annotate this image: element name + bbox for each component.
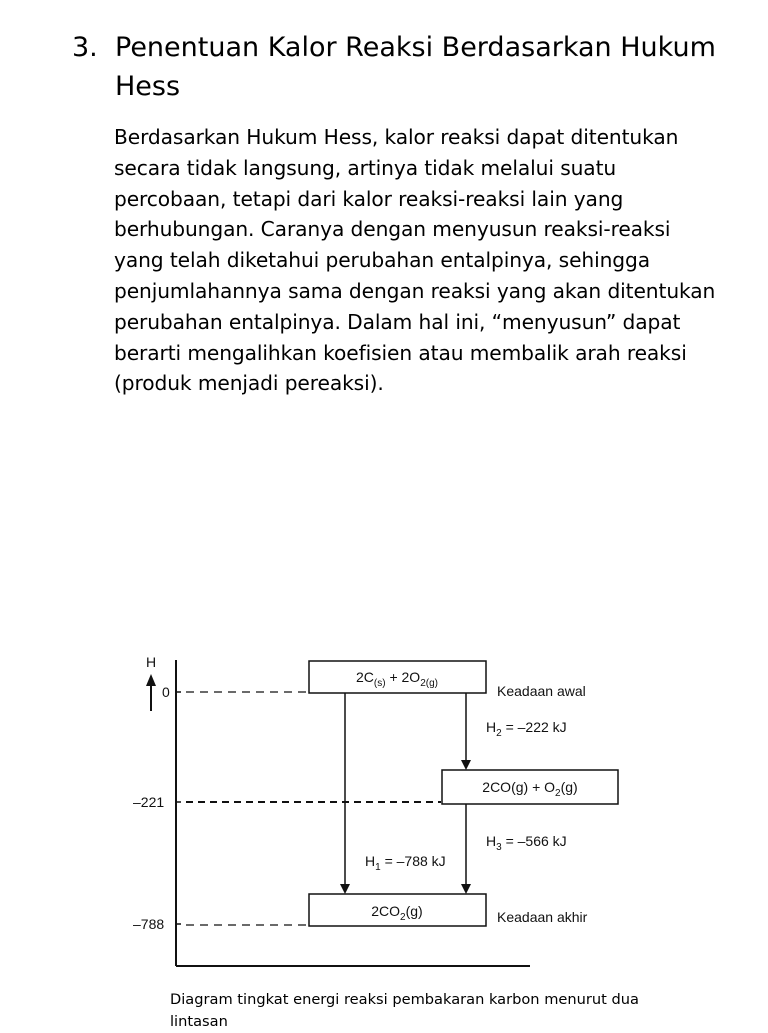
level-label-0: 0 [162,684,170,700]
state-final: Keadaan akhir [497,909,588,925]
box-final-label: $2CO_2(g)$ [371,903,423,923]
level-label-221: –221 [133,794,165,810]
axis-label-h: H [146,654,157,670]
level-label-788: –788 [133,916,165,932]
box-initial-label: $2C_{(s)} + 2O_{2(g)}$ [355,669,439,689]
diagram-caption: Diagram tingkat energi reaksi pembakaran karbon menurut dua lintasan [170,991,639,1030]
h-up-arrow-head [146,674,156,686]
box-intermediate-label: $2CO(g) + O_2(g)$ [482,779,578,799]
step-h3-label: $H_3 = -566$ kJ [486,833,567,853]
section-title: Penentuan Kalor Reaksi Berdasarkan Hukum Hess [115,32,716,102]
body-paragraph: Berdasarkan Hukum Hess, kalor reaksi dapat ditentukan secara tidak langsung, artinya tidak melalui suatu percobaan, tetapi dari kalor reaksi-reaksi lain yang berhubungan. Caranya dengan menyusun reaksi-reaksi yang telah diketahui perubahan entalpinya, sehingga penjumlahannya sama dengan reaksi yang akan ditentukan perubahan entalpinya. Dalam hal ini, “menyusun” dapat berarti mengalihkan koefisien atau membalik arah reaksi (produk menjadi pereaksi). [114,125,716,396]
step-h1-label: $H_1 = -788$ kJ [365,853,446,873]
step-h2-label: $H_2 = -222$ kJ [486,719,567,739]
state-initial: Keadaan awal [497,683,586,699]
section-number: 3. [72,32,98,63]
